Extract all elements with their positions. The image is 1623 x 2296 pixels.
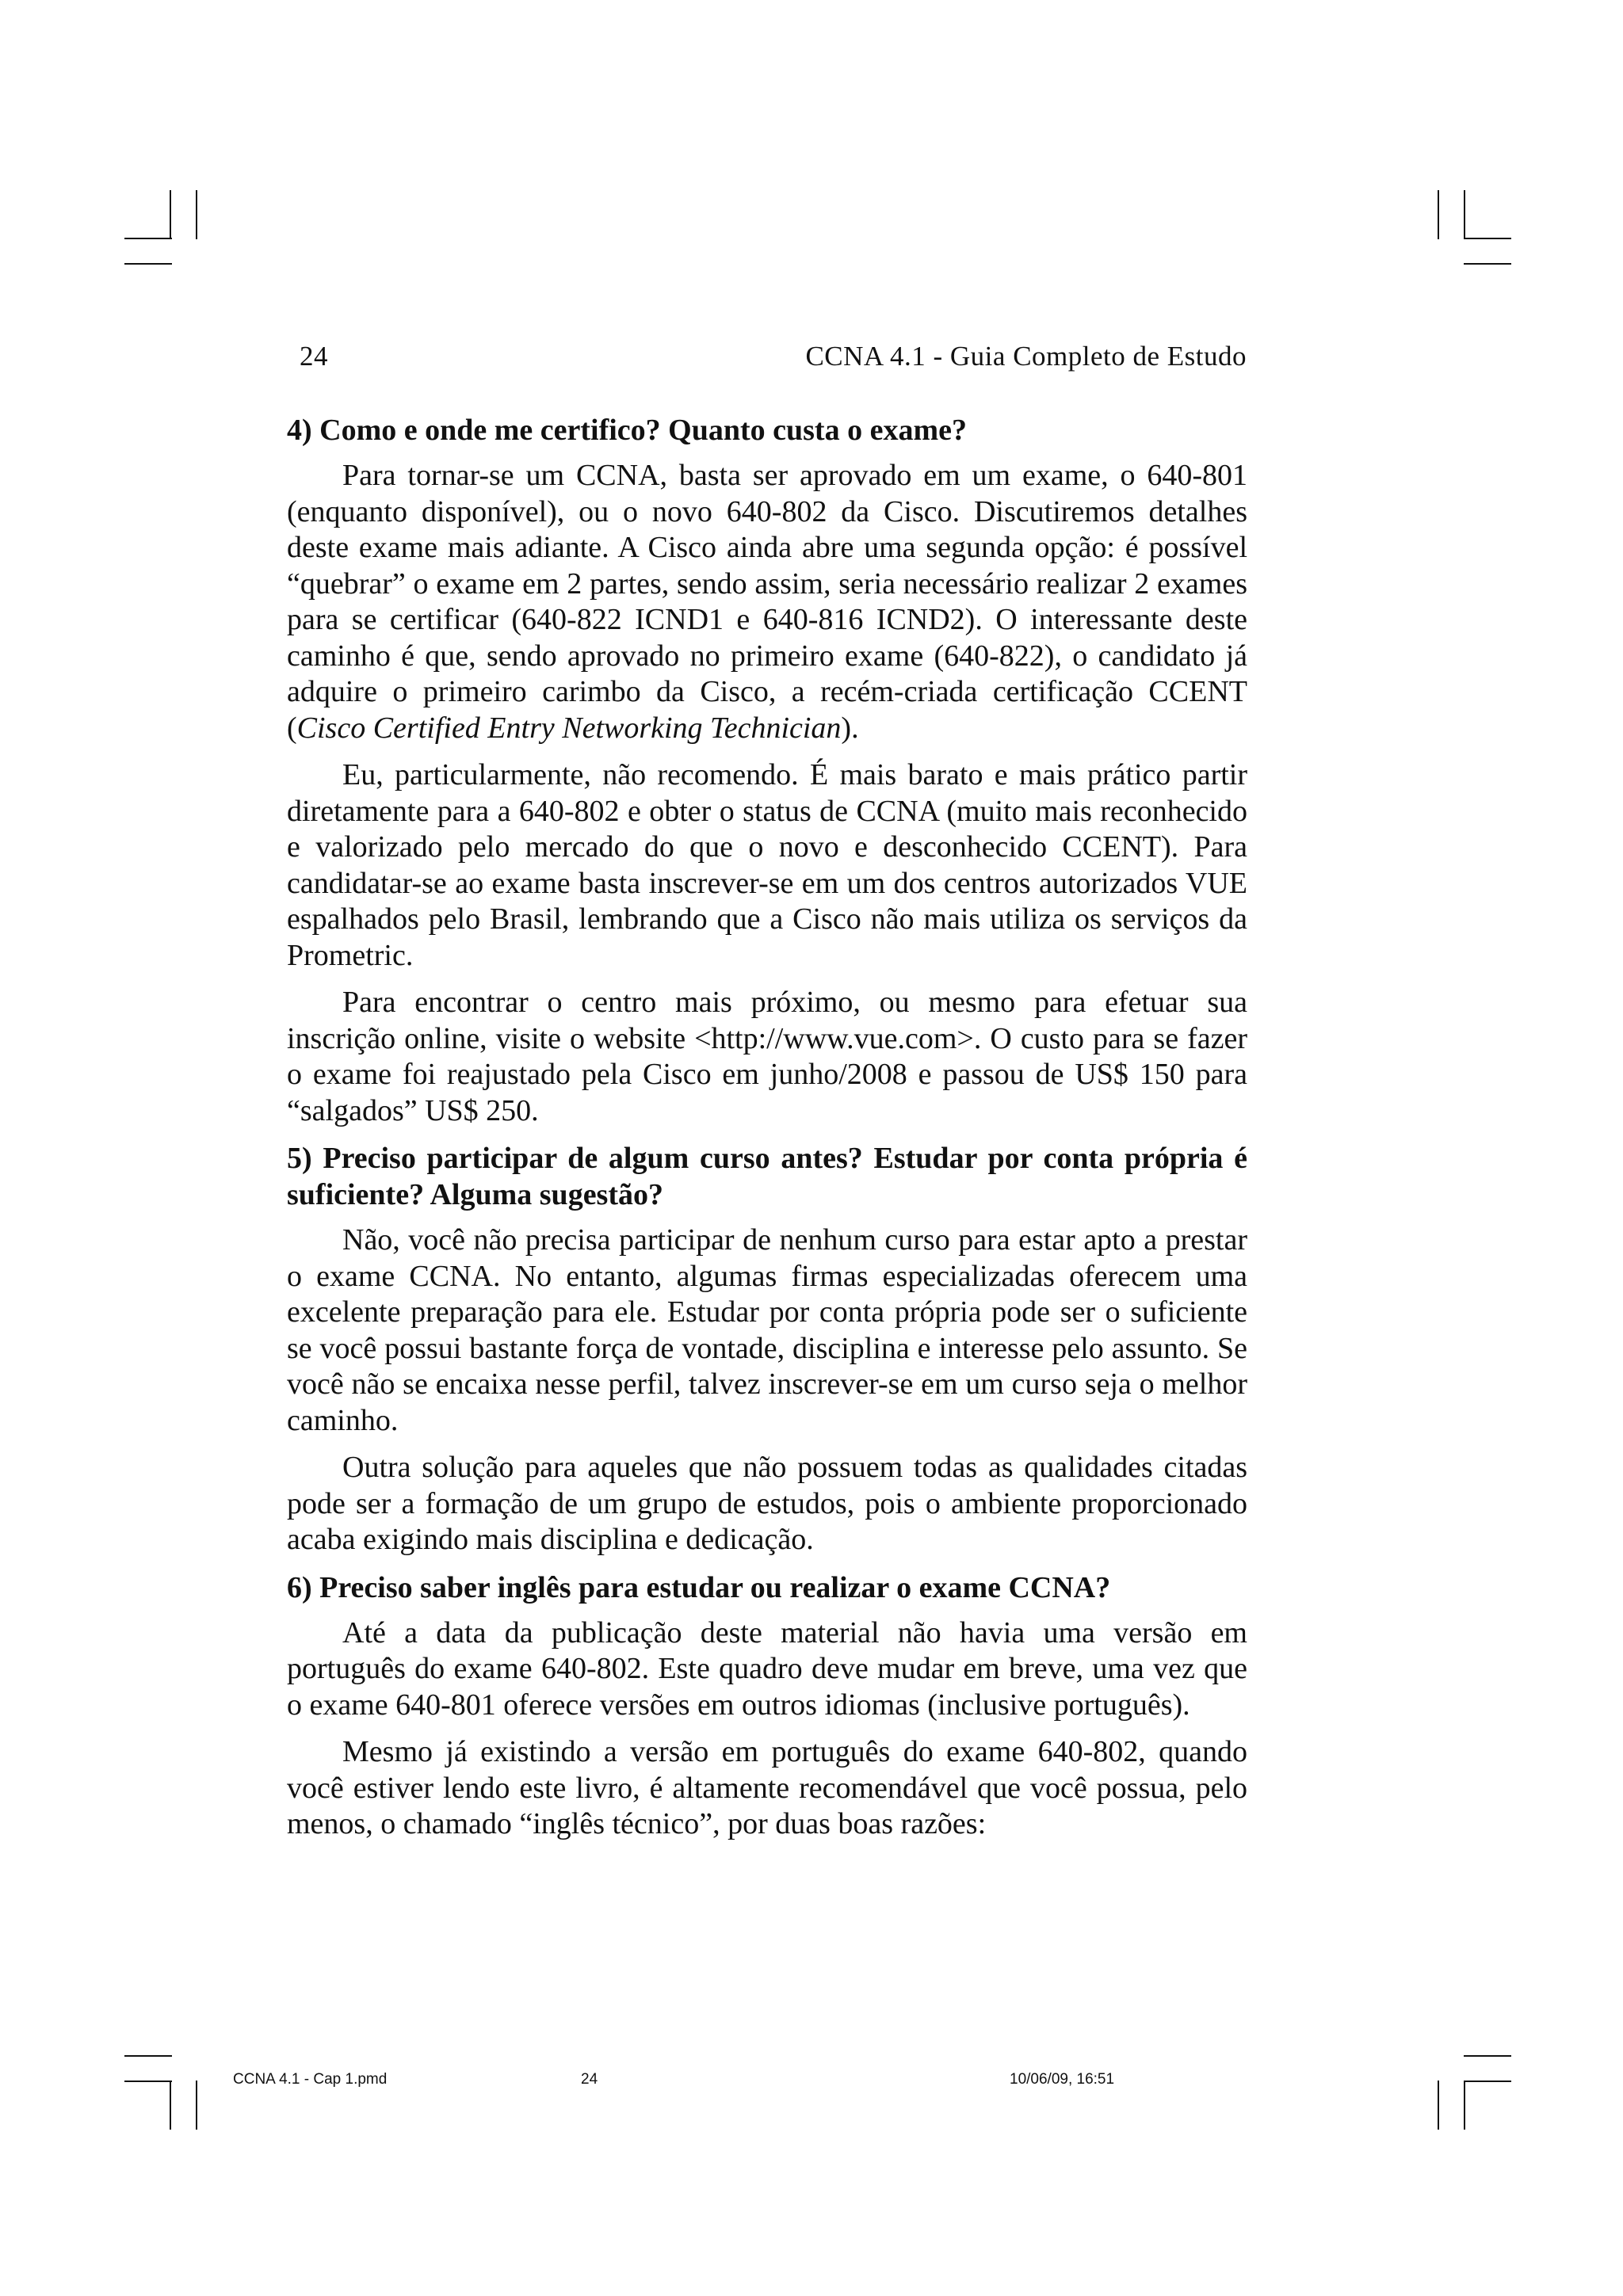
crop-mark [1438, 2081, 1439, 2130]
crop-mark [124, 2055, 172, 2057]
page-body [287, 412, 1247, 1854]
italic-term: Cisco Certified Entry Networking Technician [296, 711, 842, 745]
crop-mark [170, 190, 171, 239]
crop-mark [170, 2081, 171, 2130]
crop-mark [196, 190, 197, 239]
footer-timestamp: 10/06/09, 16:51 [1010, 2071, 1115, 2088]
crop-mark [1464, 2055, 1511, 2057]
paragraph: Para encontrar o centro mais próximo, ou mesmo para efetuar sua inscrição online, visite o website <http://www.vue.com>. O custo para se fazer o exame foi reajustado pela Cisco em junho/2008 e passou de US$ 150 para “salgados” US$ 250. [287, 986, 1247, 1127]
crop-mark [124, 238, 172, 239]
crop-mark [1464, 263, 1511, 265]
crop-mark [1464, 2081, 1465, 2130]
crop-mark [196, 2081, 197, 2130]
paragraph: Para tornar-se um CCNA, basta ser aprovado em um exame, o 640-801 (enquanto disponível), ou o novo 640-802 da Cisco. Discutiremos detalhes deste exame mais adiante. A Cisco ainda abre uma segunda opção: é possível “quebrar” o exame em 2 partes, sendo assim, seria necessário realizar 2 exames para se certificar (640-822 ICND1 e 640-816 ICND2). O interessante deste caminho é que, sendo aprovado no primeiro exame (640-822), o candidato já adquire o primeiro carimbo da Cisco, a recém-criada certificação CCENT (Cisco Certified Entry Networking Technician). [287, 459, 1247, 745]
paragraph: Eu, particularmente, não recomendo. É mais barato e mais prático partir diretamente para a 640-802 e obter o status de CCNA (muito mais reconhecido e valorizado pelo mercado do que o novo e desconhecido CCENT). Para candidatar-se ao exame basta inscrever-se em um dos centros autorizados VUE espalhados pelo Brasil, lembrando que a Cisco não mais utiliza os serviços da Prometric. [287, 758, 1247, 972]
paragraph: Mesmo já existindo a versão em português do exame 640-802, quando você estiver lendo este livro, é altamente recomendável que você possua, pelo menos, o chamado “inglês técnico”, por duas boas razões: [287, 1735, 1247, 1840]
paragraph: Não, você não precisa participar de nenhum curso para estar apto a prestar o exame CCNA. No entanto, algumas firmas especializadas oferecem uma excelente preparação para ele. Estudar por conta própria pode ser o suficiente se você possui bastante força de vontade, disciplina e interesse pelo assunto. Se você não se encaixa nesse perfil, talvez inscrever-se em um curso seja o melhor caminho. [287, 1223, 1247, 1437]
crop-mark [124, 263, 172, 265]
crop-mark [1464, 238, 1511, 239]
running-title: CCNA 4.1 - Guia Completo de Estudo [805, 341, 1247, 372]
question-5-heading: 5) Preciso participar de algum curso antes? Estudar por conta própria é suficiente? Alguma sugestão? [287, 1142, 1247, 1211]
footer-page: 24 [581, 2071, 598, 2088]
question-6-heading: 6) Preciso saber inglês para estudar ou realizar o exame CCNA? [287, 1570, 1111, 1604]
page-number: 24 [300, 341, 328, 372]
crop-mark [1464, 2081, 1511, 2082]
paragraph: Outra solução para aqueles que não possuem todas as qualidades citadas pode ser a formação de um grupo de estudos, pois o ambiente proporcionado acaba exigindo mais disciplina e dedicação. [287, 1451, 1247, 1556]
paragraph: Até a data da publicação deste material não havia uma versão em português do exame 640-802. Este quadro deve mudar em breve, uma vez que o exame 640-801 oferece versões em outros idiomas (inclusive português). [287, 1615, 1247, 1722]
footer-filename: CCNA 4.1 - Cap 1.pmd [233, 2071, 388, 2088]
question-4-heading: 4) Como e onde me certifico? Quanto custa o exame? [287, 414, 967, 447]
crop-mark [1438, 190, 1439, 239]
running-header [300, 341, 1247, 380]
crop-mark [1464, 190, 1465, 239]
crop-mark [124, 2081, 172, 2082]
